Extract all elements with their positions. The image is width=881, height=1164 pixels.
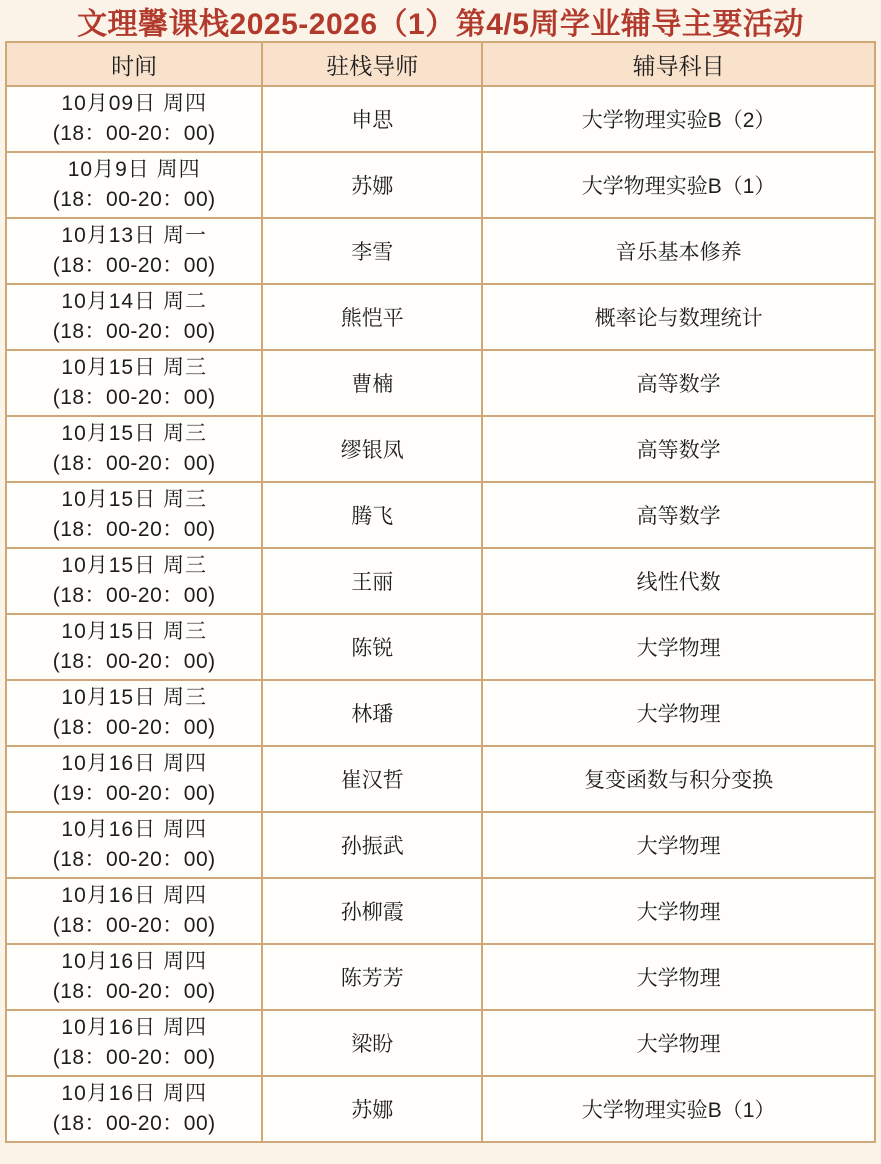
date-text: 10月16日 周四 xyxy=(61,818,207,841)
table-body xyxy=(6,86,875,1142)
time-cell xyxy=(6,680,262,746)
table-row xyxy=(6,284,875,350)
subject-cell: 大学物理 xyxy=(482,944,875,1010)
subject-cell: 音乐基本修养 xyxy=(482,218,875,284)
subject-cell: 高等数学 xyxy=(482,350,875,416)
tutor-cell: 陈芳芳 xyxy=(262,944,482,1010)
time-cell xyxy=(6,1076,262,1142)
time-text: (18：00-20：00) xyxy=(52,716,216,739)
subject-cell: 大学物理实验B（1） xyxy=(482,152,875,218)
tutor-cell: 曹楠 xyxy=(262,350,482,416)
tutor-cell: 孙振武 xyxy=(262,812,482,878)
table-row xyxy=(6,614,875,680)
header-tutor: 驻栈导师 xyxy=(262,42,482,86)
subject-cell: 复变函数与积分变换 xyxy=(482,746,875,812)
time-cell xyxy=(6,548,262,614)
table-row xyxy=(6,944,875,1010)
time-text: (18：00-20：00) xyxy=(52,1046,216,1069)
date-text: 10月15日 周三 xyxy=(61,488,207,511)
time-cell xyxy=(6,944,262,1010)
tutor-cell: 熊恺平 xyxy=(262,284,482,350)
subject-cell: 大学物理 xyxy=(482,812,875,878)
date-text: 10月16日 周四 xyxy=(61,1016,207,1039)
tutor-cell: 孙柳霞 xyxy=(262,878,482,944)
table-row xyxy=(6,86,875,152)
time-text: (18：00-20：00) xyxy=(52,452,216,475)
page-title: 文理馨课栈2025-2026（1）第4/5周学业辅导主要活动 xyxy=(77,7,804,41)
time-text: (18：00-20：00) xyxy=(52,254,216,277)
tutor-cell: 腾飞 xyxy=(262,482,482,548)
time-cell xyxy=(6,350,262,416)
table-row xyxy=(6,812,875,878)
date-text: 10月15日 周三 xyxy=(61,356,207,379)
time-text: (18：00-20：00) xyxy=(52,122,216,145)
date-text: 10月16日 周四 xyxy=(61,1082,207,1105)
time-cell xyxy=(6,1010,262,1076)
tutor-cell: 陈锐 xyxy=(262,614,482,680)
time-cell xyxy=(6,878,262,944)
date-text: 10月09日 周四 xyxy=(61,92,207,115)
table-row xyxy=(6,1076,875,1142)
subject-cell: 大学物理 xyxy=(482,680,875,746)
date-text: 10月9日 周四 xyxy=(67,158,201,181)
header-time: 时间 xyxy=(6,42,262,86)
subject-cell: 大学物理 xyxy=(482,1010,875,1076)
time-cell xyxy=(6,746,262,812)
date-text: 10月15日 周三 xyxy=(61,686,207,709)
date-text: 10月15日 周三 xyxy=(61,422,207,445)
time-text: (18：00-20：00) xyxy=(52,584,216,607)
table-row xyxy=(6,152,875,218)
subject-cell: 大学物理实验B（1） xyxy=(482,1076,875,1142)
time-text: (18：00-20：00) xyxy=(52,1112,216,1135)
date-text: 10月13日 周一 xyxy=(61,224,207,247)
subject-cell: 线性代数 xyxy=(482,548,875,614)
time-text: (18：00-20：00) xyxy=(52,650,216,673)
date-text: 10月16日 周四 xyxy=(61,752,207,775)
table-row xyxy=(6,350,875,416)
subject-cell: 高等数学 xyxy=(482,416,875,482)
table-row xyxy=(6,548,875,614)
date-text: 10月14日 周二 xyxy=(61,290,207,313)
time-cell xyxy=(6,416,262,482)
date-text: 10月15日 周三 xyxy=(61,554,207,577)
table-row xyxy=(6,218,875,284)
time-text: (18：00-20：00) xyxy=(52,980,216,1003)
time-cell xyxy=(6,482,262,548)
tutor-cell: 苏娜 xyxy=(262,152,482,218)
tutor-cell: 梁盼 xyxy=(262,1010,482,1076)
time-cell xyxy=(6,614,262,680)
table-row xyxy=(6,746,875,812)
schedule-table xyxy=(5,41,876,1143)
subject-cell: 大学物理 xyxy=(482,614,875,680)
time-text: (18：00-20：00) xyxy=(52,848,216,871)
time-text: (19：00-20：00) xyxy=(52,782,216,805)
subject-cell: 大学物理 xyxy=(482,878,875,944)
time-text: (18：00-20：00) xyxy=(52,320,216,343)
table-row xyxy=(6,878,875,944)
time-cell xyxy=(6,812,262,878)
time-cell xyxy=(6,284,262,350)
tutor-cell: 缪银凤 xyxy=(262,416,482,482)
tutor-cell: 申思 xyxy=(262,86,482,152)
tutor-cell: 林璠 xyxy=(262,680,482,746)
time-cell xyxy=(6,152,262,218)
time-cell xyxy=(6,86,262,152)
date-text: 10月16日 周四 xyxy=(61,884,207,907)
table-row xyxy=(6,482,875,548)
table-row xyxy=(6,1010,875,1076)
date-text: 10月16日 周四 xyxy=(61,950,207,973)
tutor-cell: 崔汉哲 xyxy=(262,746,482,812)
subject-cell: 概率论与数理统计 xyxy=(482,284,875,350)
time-text: (18：00-20：00) xyxy=(52,386,216,409)
date-text: 10月15日 周三 xyxy=(61,620,207,643)
header-subject: 辅导科目 xyxy=(482,42,875,86)
table-row xyxy=(6,416,875,482)
tutor-cell: 苏娜 xyxy=(262,1076,482,1142)
time-text: (18：00-20：00) xyxy=(52,914,216,937)
subject-cell: 大学物理实验B（2） xyxy=(482,86,875,152)
time-text: (18：00-20：00) xyxy=(52,188,216,211)
table-row xyxy=(6,680,875,746)
tutor-cell: 王丽 xyxy=(262,548,482,614)
time-text: (18：00-20：00) xyxy=(52,518,216,541)
tutor-cell: 李雪 xyxy=(262,218,482,284)
subject-cell: 高等数学 xyxy=(482,482,875,548)
table-header-row xyxy=(6,42,875,86)
time-cell xyxy=(6,218,262,284)
